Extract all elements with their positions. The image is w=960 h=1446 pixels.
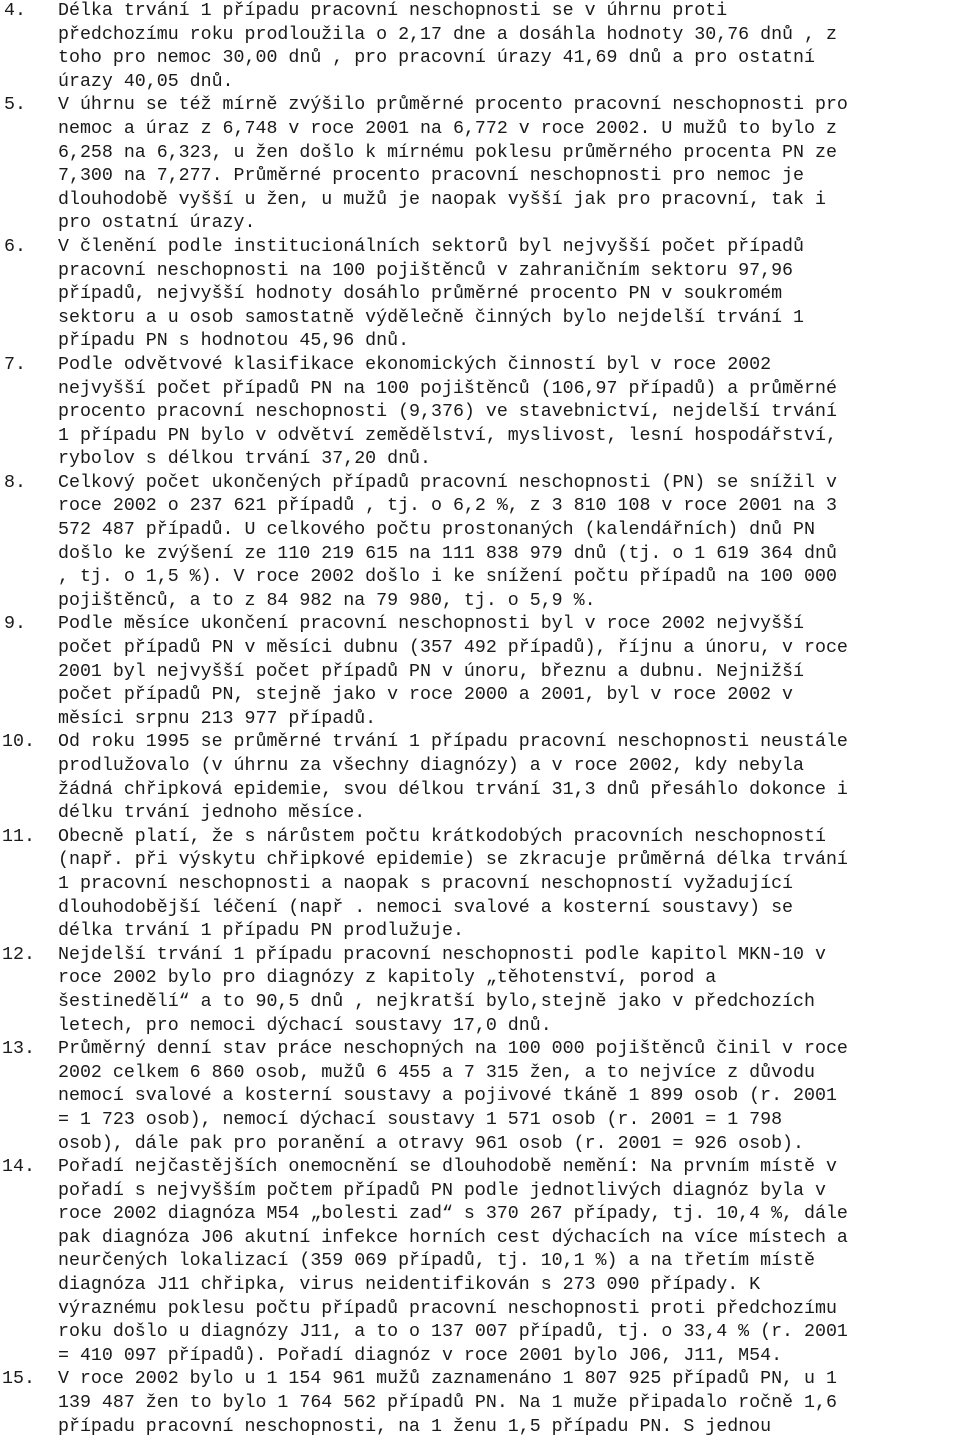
item-number: 9. [4, 614, 26, 635]
item-text: V úhrnu se též mírně zvýšilo průměrné procento pracovní neschopnosti pro nemoc a úraz z 6,748 v roce 2001 na 6,772 v roce 2002. U mužů to bylo z 6,258 na 6,323, u žen došlo k mírnému poklesu průměrného procenta PN ze 7,300 na 7,277. Průměrné procento pracovní neschopnosti pro nemoc je dlouhodobě vyšší u žen, u mužů je naopak vyšší jak pro pracovní, tak i pro ostatní úrazy. [58, 95, 848, 234]
item-number: 7. [4, 354, 26, 375]
item-text: V roce 2002 bylo u 1 154 961 mužů zaznamenáno 1 807 925 případů PN, u 1 139 487 žen to bylo 1 764 562 případů PN. Na 1 muže připadalo ročně 1,6 případu pracovní neschopnosti, na 1 ženu 1,5 případu PN. S jednou [58, 1369, 837, 1437]
item-text: Podle odvětvové klasifikace ekonomických činností byl v roce 2002 nejvyšší počet případů PN na 100 pojištěnců (106,97 případů) a průměrné procento pracovní neschopnosti (9,376) ve stavebnictví, nejdelší trvání 1 případu PN bylo v odvětví zemědělství, myslivost, lesní hospodářství, rybolov s délkou trvání 37,20 dnů. [58, 354, 837, 470]
item-text: Celkový počet ukončených případů pracovní neschopnosti (PN) se snížil v roce 2002 o 237 621 případů , tj. o 6,2 %, z 3 810 108 v roce 2001 na 3 572 487 případů. U celkového počtu prostonaných (kalendářních) dnů PN došlo ke zvýšení ze 110 219 615 na 111 838 979 dnů (tj. o 1 619 364 dnů , tj. o 1,5 %). V roce 2002 došlo i ke snížení počtu případů na 100 000 pojištěnců, a to z 84 982 na 79 980, tj. o 5,9 %. [58, 472, 837, 611]
item-number: 11. [2, 826, 35, 847]
list-item [0, 236, 960, 354]
list-item [0, 354, 960, 472]
item-number: 12. [2, 944, 35, 965]
list-item [0, 1038, 960, 1156]
list-item [0, 613, 960, 731]
item-number: 8. [4, 472, 26, 493]
item-text: V členění podle institucionálních sektorů byl nejvyšší počet případů pracovní neschopnosti na 100 pojištěnců v zahraničním sektoru 97,96 případů, nejvyšší hodnoty dosáhlo průměrné procento PN v soukromém sektoru a u osob samostatně výdělečně činných bylo nejdelší trvání 1 případu PN s hodnotou 45,96 dnů. [58, 236, 804, 352]
item-number: 4. [4, 1, 26, 21]
item-number: 10. [2, 732, 35, 753]
list-item [0, 1156, 960, 1368]
list-item [0, 1368, 960, 1439]
item-number: 6. [4, 236, 26, 257]
item-text: Délka trvání 1 případu pracovní neschopnosti se v úhrnu proti předchozímu roku prodloužila o 2,17 dne a dosáhla hodnoty 30,76 dnů , z toho pro nemoc 30,00 dnů , pro pracovní úrazy 41,69 dnů a pro ostatní úrazy 40,05 dnů. [58, 1, 837, 92]
item-text: Od roku 1995 se průměrné trvání 1 případu pracovní neschopnosti neustále prodlužovalo (v úhrnu za všechny diagnózy) a v roce 2002, kdy nebyla žádná chřipková epidemie, svou délkou trvání 31,3 dnů přesáhlo dokonce i délku trvání jednoho měsíce. [58, 732, 848, 824]
list-item [0, 0, 960, 94]
item-text: Pořadí nejčastějších onemocnění se dlouhodobě nemění: Na prvním místě v pořadí s nejvyšším počtem případů PN podle jednotlivých diagnóz byla v roce 2002 diagnóza M54 „bolesti zad“ s 370 267 případy, tj. 10,4 %, dále pak diagnóza J06 akutní infekce horních cest dýchacích na více místech a neurčených lokalizací (359 069 případů, tj. 10,1 %) a na třetím místě diagnóza J11 chřipka, virus neidentifikován s 273 090 případy. K výraznému poklesu počtu případů pracovní neschopnosti proti předchozímu roku došlo u diagnózy J11, a to o 137 007 případů, tj. o 33,4 % (r. 2001 = 410 097 případů). Pořadí diagnóz v roce 2001 bylo J06, J11, M54. [58, 1157, 848, 1366]
list-item [0, 94, 960, 236]
list-item [0, 731, 960, 825]
item-text: Obecně platí, že s nárůstem počtu krátkodobých pracovních neschopností (např. při výskytu chřipkové epidemie) se zkracuje průměrná délka trvání 1 pracovní neschopnosti a naopak s pracovní neschopností vyžadující dlouhodobější léčení (např . nemoci svalové a kosterní soustavy) se délka trvání 1 případu PN prodlužuje. [58, 826, 848, 942]
item-number: 15. [2, 1369, 35, 1390]
item-text: Nejdelší trvání 1 případu pracovní neschopnosti podle kapitol MKN-10 v roce 2002 bylo pro diagnózy z kapitoly „těhotenství, porod a šestinedělí“ a to 90,5 dnů , nejkratší bylo,stejně jako v předchozích letech, pro nemoci dýchací soustavy 17,0 dnů. [58, 944, 826, 1036]
item-text: Podle měsíce ukončení pracovní neschopnosti byl v roce 2002 nejvyšší počet případů PN v měsíci dubnu (357 492 případů), říjnu a únoru, v roce 2001 byl nejvyšší počet případů PN v únoru, březnu a dubnu. Nejnižší počet případů PN, stejně jako v roce 2000 a 2001, byl v roce 2002 v měsíci srpnu 213 977 případů. [58, 614, 848, 729]
item-text: Průměrný denní stav práce neschopných na 100 000 pojištěnců činil v roce 2002 celkem 6 860 osob, mužů 6 455 a 7 315 žen, a to nejvíce z důvodu nemocí svalové a kosterní soustavy a pojivové tkáně 1 899 osob (r. 2001 = 1 723 osob), nemocí dýchací soustavy 1 571 osob (r. 2001 = 1 798 osob), dále pak pro poranění a otravy 961 osob (r. 2001 = 926 osob). [58, 1039, 848, 1154]
item-number: 13. [2, 1039, 35, 1060]
list-item [0, 944, 960, 1038]
item-number: 5. [4, 95, 26, 116]
list-item [0, 472, 960, 614]
list-item [0, 826, 960, 944]
item-number: 14. [2, 1157, 35, 1178]
